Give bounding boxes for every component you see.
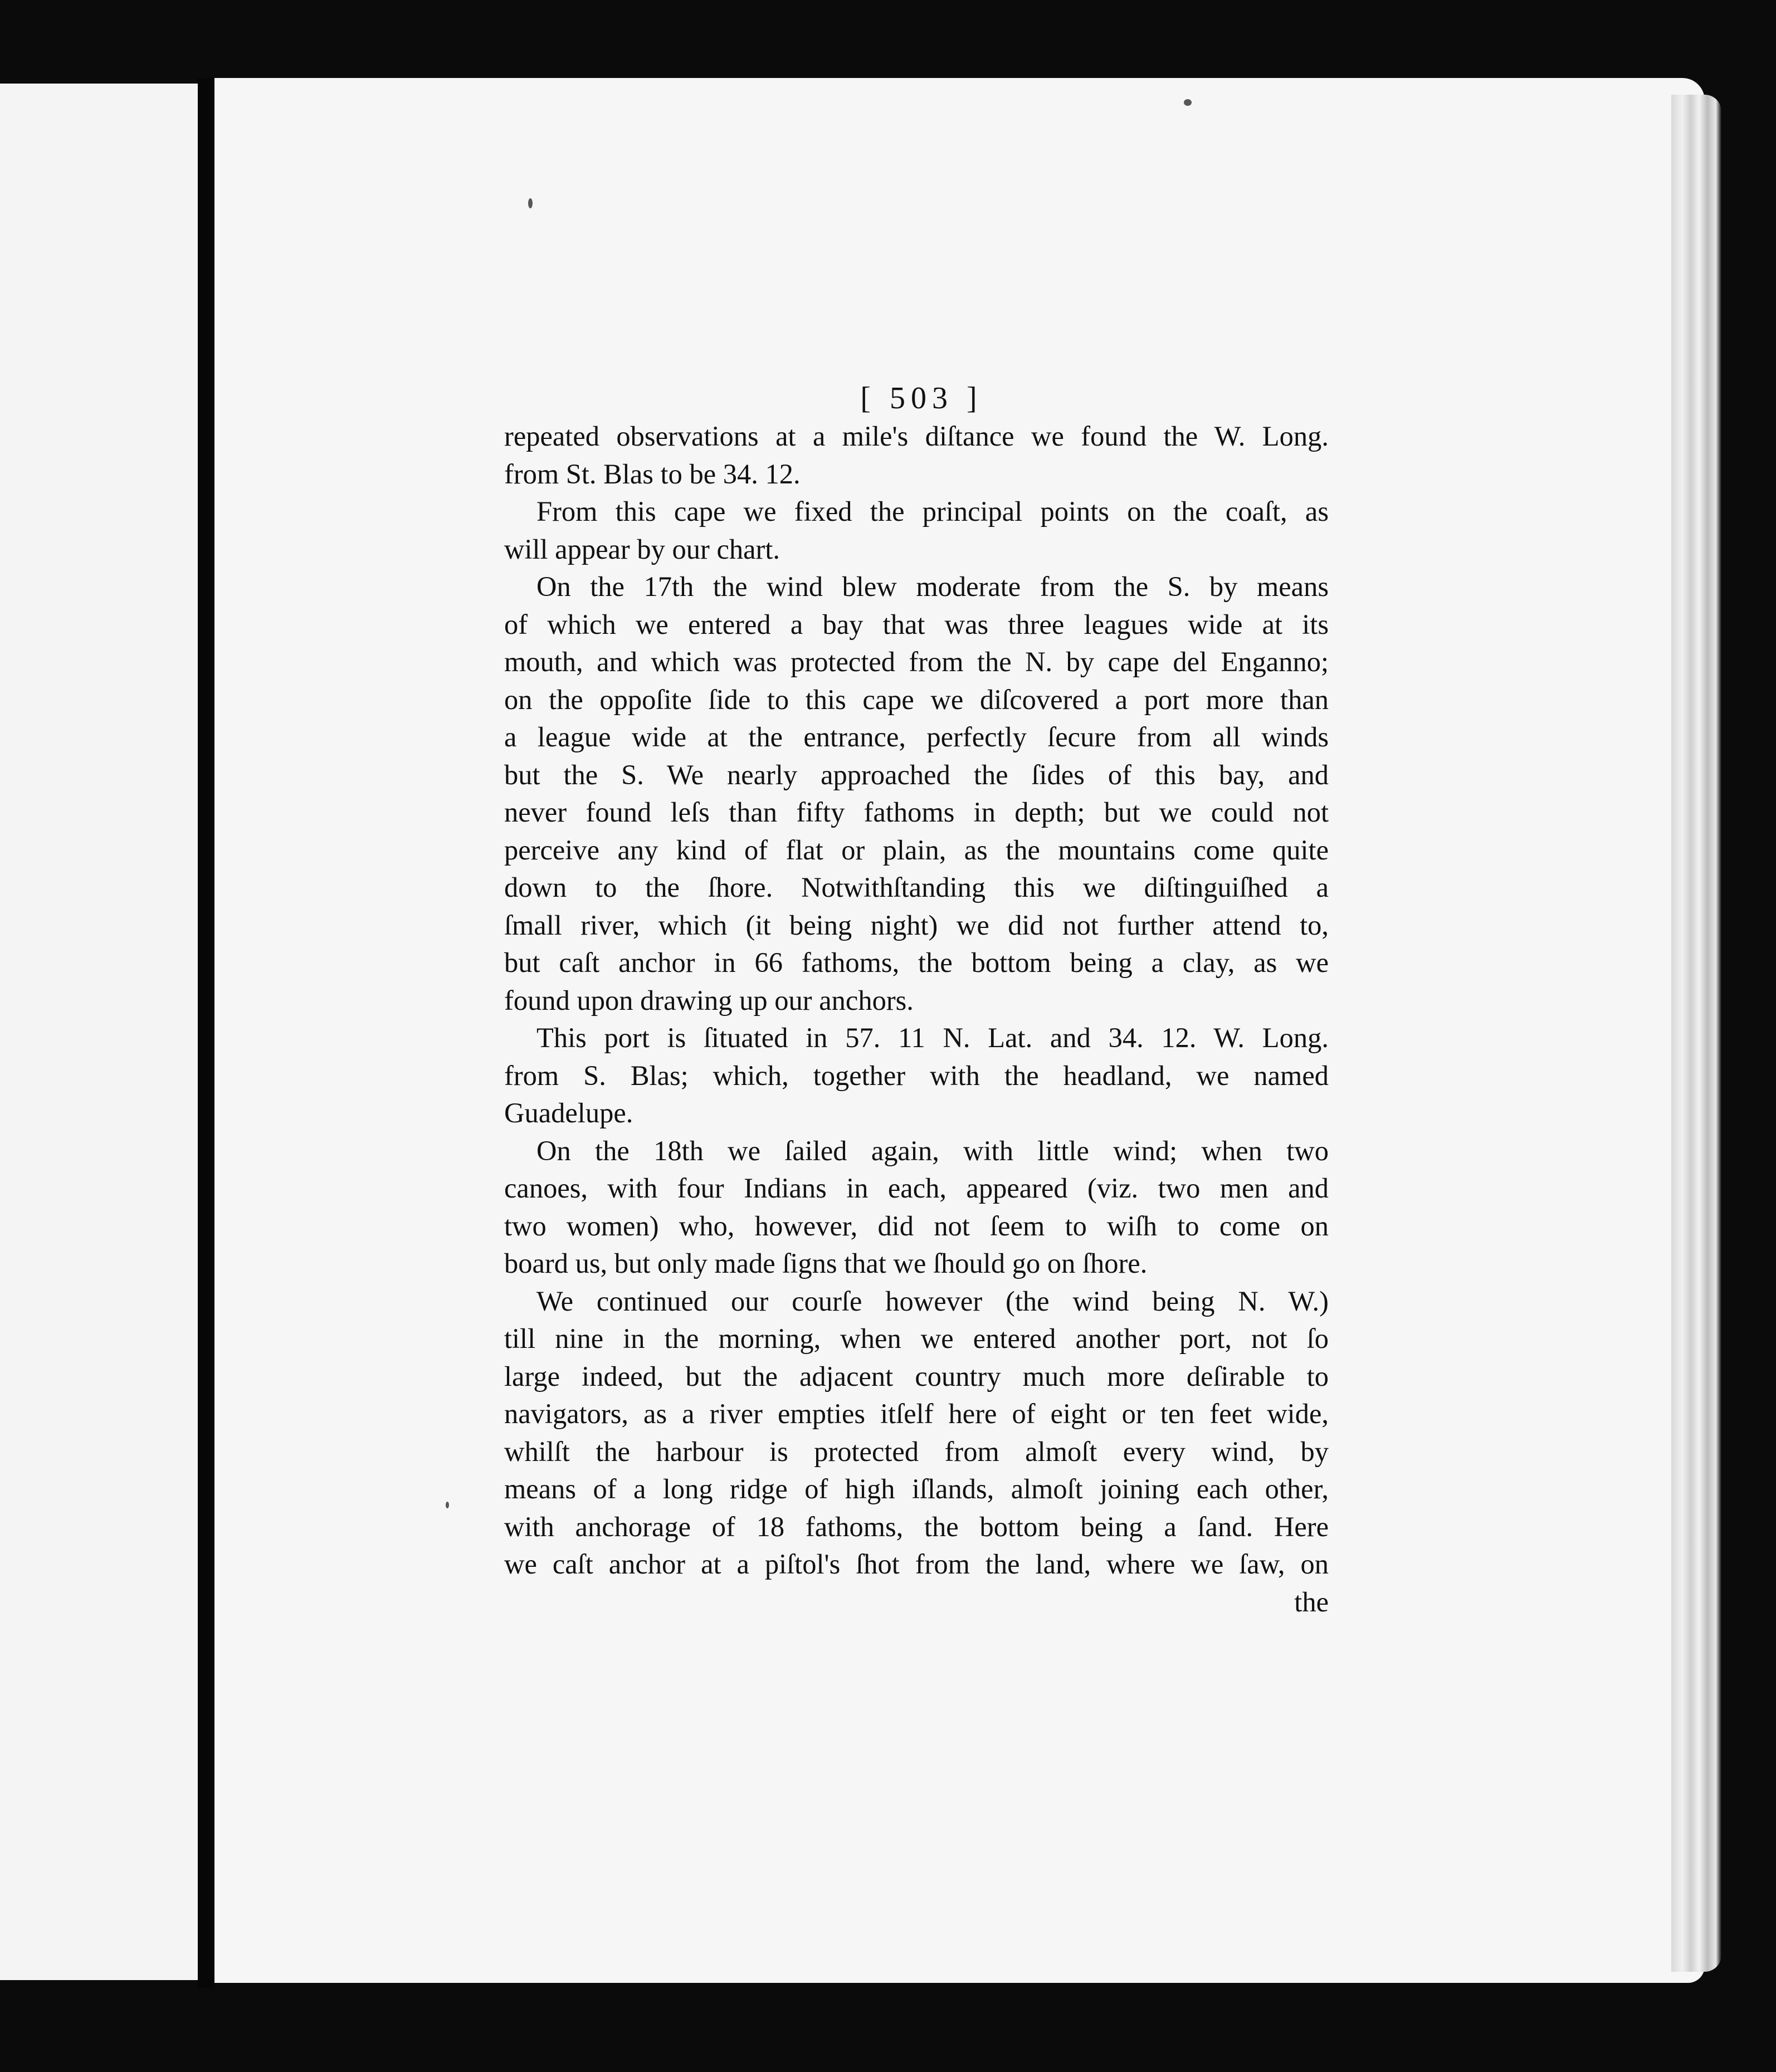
text-line: means of a long ridge of high iſlands, almoſt joining each other, — [504, 1473, 1329, 1504]
text-line: we caſt anchor at a piſtol's ſhot from the land, where we ſaw, on — [504, 1548, 1329, 1580]
text-line: navigators, as a river empties itſelf here of eight or ten feet wide, — [504, 1398, 1329, 1429]
text-line: perceive any kind of flat or plain, as the mountains come quite — [504, 834, 1329, 866]
text-line: repeated observations at a mile's diſtance we found the W. Long. — [504, 421, 1329, 452]
paragraph — [504, 418, 1329, 493]
text-line: board us, but only made ſigns that we ſhould go on ſhore. — [504, 1248, 1148, 1279]
body-paragraphs — [504, 418, 1329, 1584]
text-line: with anchorage of 18 fathoms, the bottom being a ſand. Here — [504, 1511, 1329, 1542]
paragraph — [504, 1283, 1329, 1584]
ink-speck — [1184, 99, 1192, 106]
text-line: On the 18th we ſailed again, with little wind; when two — [536, 1135, 1329, 1166]
book-gutter — [198, 78, 214, 1988]
left-page-edge — [0, 84, 201, 1980]
text-line: down to the ſhore. Notwithſtanding this we diſtinguiſhed a — [504, 872, 1329, 903]
text-line: till nine in the morning, when we entered another port, not ſo — [504, 1323, 1329, 1354]
text-line: on the oppoſite ſide to this cape we diſcovered a port more than — [504, 683, 1329, 715]
text-line: never found leſs than fifty fathoms in depth; but we could not — [504, 796, 1329, 828]
text-line: but caſt anchor in 66 fathoms, the bottom being a clay, as we — [504, 947, 1329, 978]
catchword: the — [1294, 1586, 1329, 1617]
text-line: will appear by our chart. — [504, 533, 780, 565]
text-line: We continued our courſe however (the wind being N. W.) — [536, 1285, 1329, 1317]
text-line: large indeed, but the adjacent country much more deſirable to — [504, 1360, 1329, 1392]
text-line: found upon drawing up our anchors. — [504, 984, 914, 1016]
text-line: On the 17th the wind blew moderate from the S. by means — [536, 571, 1329, 602]
paragraph — [504, 493, 1329, 568]
paragraph — [504, 1132, 1329, 1283]
paragraph — [504, 568, 1329, 1019]
text-line: From this cape we fixed the principal points on the coaſt, as — [536, 496, 1329, 527]
paragraph — [504, 1019, 1329, 1132]
text-line: whilſt the harbour is protected from almoſt every wind, by — [504, 1435, 1329, 1467]
ink-speck — [446, 1502, 449, 1508]
text-line: two women) who, however, did not ſeem to wiſh to come on — [504, 1210, 1329, 1242]
text-line: ſmall river, which (it being night) we did not further attend to, — [504, 909, 1329, 941]
text-line: a league wide at the entrance, perfectly ſecure from all winds — [504, 721, 1329, 752]
page-number-header: [ 503 ] — [860, 381, 983, 416]
ink-speck — [528, 198, 533, 208]
text-line: from S. Blas; which, together with the headland, we named — [504, 1059, 1329, 1091]
page-fore-edge — [1671, 95, 1721, 1972]
text-line: but the S. We nearly approached the ſides of this bay, and — [504, 759, 1329, 790]
text-line: Guadelupe. — [504, 1097, 633, 1128]
text-line: canoes, with four Indians in each, appeared (viz. two men and — [504, 1172, 1329, 1204]
text-line: This port is ſituated in 57. 11 N. Lat. and 34. 12. W. Long. — [536, 1022, 1329, 1053]
text-line: mouth, and which was protected from the N. by cape del Enganno; — [504, 646, 1329, 677]
page-text — [504, 379, 1329, 1621]
text-line: from St. Blas to be 34. 12. — [504, 458, 801, 490]
text-line: of which we entered a bay that was three leagues wide at its — [504, 608, 1329, 640]
